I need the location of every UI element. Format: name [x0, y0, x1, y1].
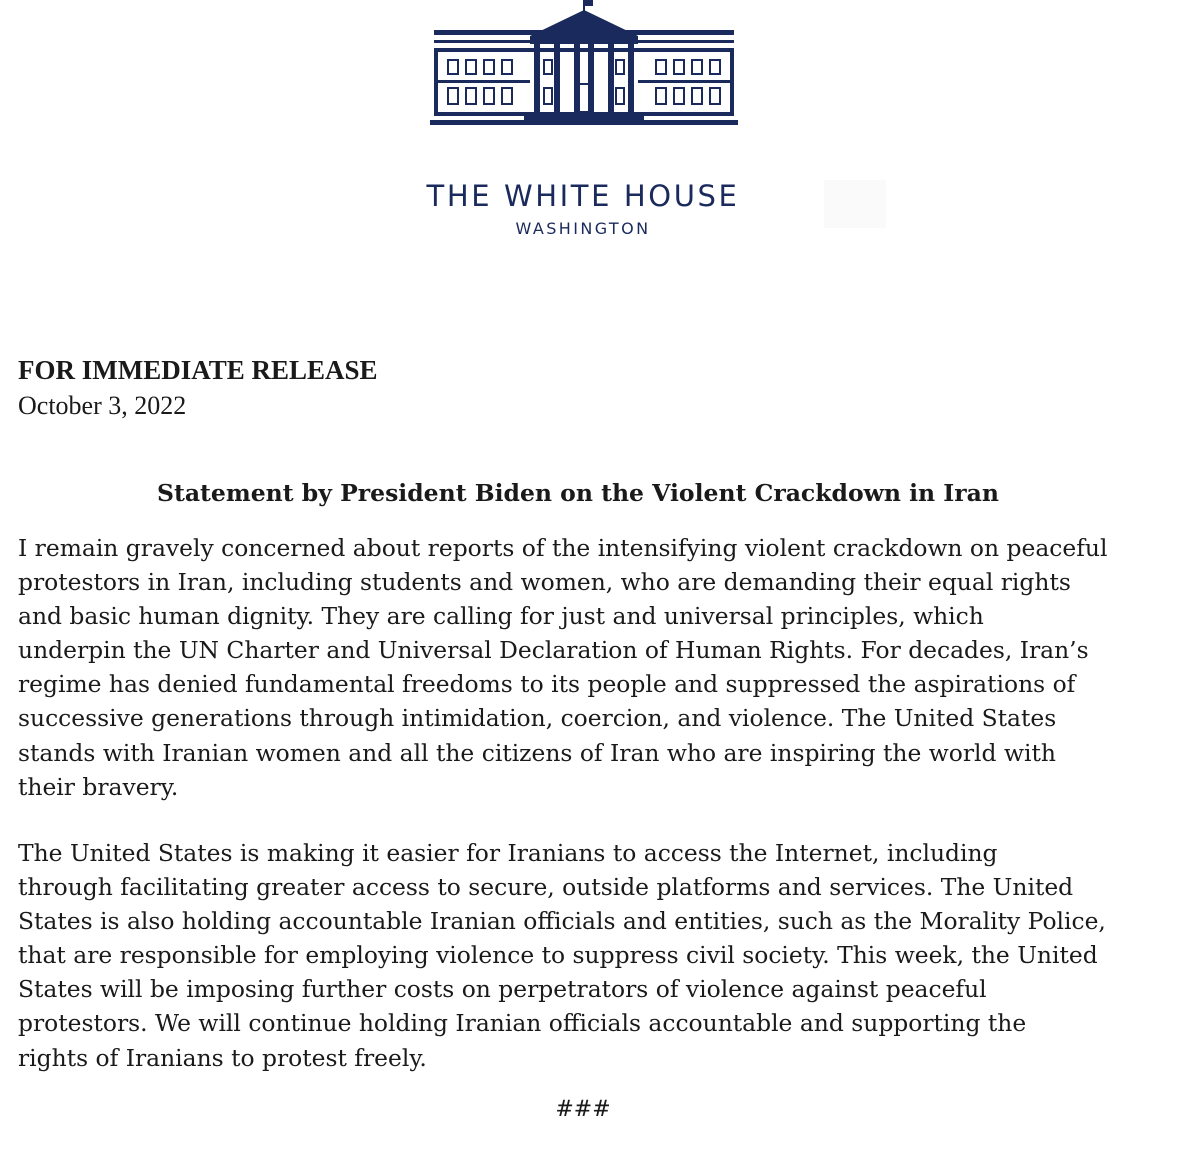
paragraph-line: successive generations through intimidation, coercion, and violence. The United States [18, 704, 1057, 733]
paragraph-line: underpin the UN Charter and Universal Declaration of Human Rights. For decades, Iran’s [18, 636, 1089, 665]
paragraph-line: that are responsible for employing violence to suppress civil society. This week, the United [18, 941, 1098, 970]
paragraph-line: The United States is making it easier for Iranians to access the Internet, including [18, 839, 998, 867]
paragraph-line: stands with Iranian women and all the citizens of Iran who are inspiring the world with [18, 738, 1056, 767]
paragraph-line: through facilitating greater access to secure, outside platforms and services. The United [18, 873, 1074, 902]
white-house-building-icon [430, 0, 738, 134]
release-date: October 3, 2022 [18, 391, 187, 420]
statement-paragraph [18, 836, 1178, 1075]
paragraph-line: States will be imposing further costs on perpetrators of violence against peaceful [18, 975, 987, 1004]
paragraph-line: protestors in Iran, including students and women, who are demanding their equal rights [18, 568, 1071, 597]
decorative-mark [824, 180, 886, 228]
paragraph-line: rights of Iranians to protest freely. [18, 1043, 427, 1072]
paragraph-line: States is also holding accountable Iranian officials and entities, such as the Morality Police, [18, 907, 1106, 936]
paragraph-line: and basic human dignity. They are calling for just and universal principles, which [18, 602, 984, 631]
release-label: FOR IMMEDIATE RELEASE [18, 355, 378, 385]
page-subtitle: WASHINGTON [515, 219, 651, 238]
paragraph-line: protestors. We will continue holding Iranian officials accountable and supporting the [18, 1009, 1027, 1038]
paragraph-line: I remain gravely concerned about reports of the intensifying violent crackdown on peaceful [18, 534, 1108, 562]
paragraph-line: their bravery. [18, 772, 179, 801]
paragraph-line: regime has denied fundamental freedoms to its people and suppressed the aspirations of [18, 670, 1076, 699]
statement-headline: Statement by President Biden on the Violent Crackdown in Iran [157, 479, 999, 507]
statement-paragraph [18, 531, 1178, 804]
page-title: THE WHITE HOUSE [426, 179, 740, 213]
white-house-logo [430, 0, 738, 134]
end-mark: ### [555, 1097, 611, 1122]
